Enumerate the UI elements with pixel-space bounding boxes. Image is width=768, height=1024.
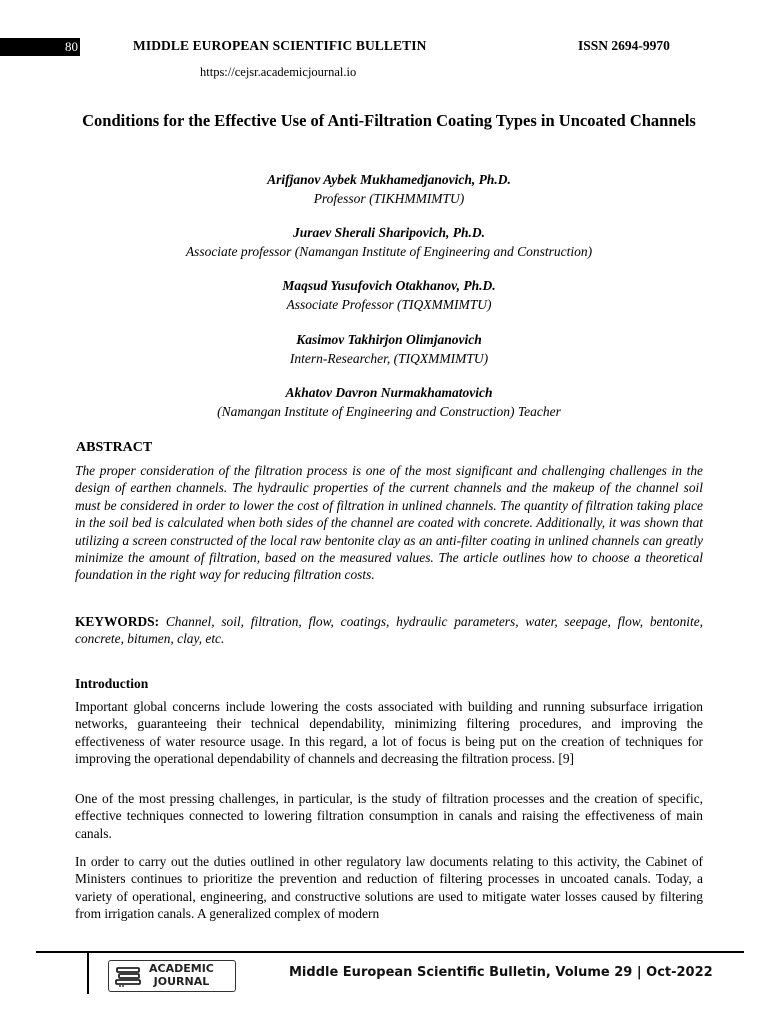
keywords-text: Channel, soil, filtration, flow, coatings, hydraulic parameters, water, seepage, flow, bentonite, concrete, bitumen, clay, etc.	[75, 614, 703, 647]
intro-paragraph-3: In order to carry out the duties outlined in other regulatory law documents relating to this activity, the Cabinet of Ministers continues to prioritize the prevention and reduction of filtering processes in uncoated canals. Today, a variety of operational, engineering, and constructive solutions are used to mitigate water losses caused by filtering from irrigation canals. A generalized complex of modern	[75, 854, 703, 922]
footer-citation: Middle European Scientific Bulletin, Volume 29 | Oct-2022	[289, 965, 713, 980]
author-affiliation: (Namangan Institute of Engineering and Construction) Teacher	[217, 404, 561, 419]
author-name: Maqsud Yusufovich Otakhanov, Ph.D.	[282, 278, 496, 293]
author-2	[76, 223, 702, 261]
paper-title: Conditions for the Effective Use of Anti-Filtration Coating Types in Uncoated Channels	[82, 111, 696, 130]
logo-line-2: JOURNAL	[153, 974, 210, 988]
keywords	[75, 613, 703, 648]
author-1	[76, 170, 702, 208]
intro-paragraph-1: Important global concerns include lowering the costs associated with building and running subsurface irrigation networks, guaranteeing their technical dependability, minimizing filtering procedures, and improving the effectiveness of water resource usage. In this regard, a lot of focus is being put on the creation of techniques for improving the operational dependability of channels and decreasing the filtration process. [9]	[75, 699, 703, 767]
intro-paragraph-2: One of the most pressing challenges, in particular, is the study of filtration processes and the creation of specific, effective techniques connected to lowering filtration consumption in canals and raising the effectiveness of main canals.	[75, 791, 703, 841]
page-number: 80	[0, 38, 80, 56]
author-affiliation: Professor (TIKHMMIMTU)	[313, 191, 465, 206]
author-name: Juraev Sherali Sharipovich, Ph.D.	[292, 225, 486, 240]
footer-divider	[36, 951, 744, 953]
author-name: Kasimov Takhirjon Olimjanovich	[296, 332, 482, 347]
logo-line-1: ACADEMIC	[149, 962, 214, 975]
author-4	[76, 330, 702, 368]
introduction-heading: Introduction	[75, 676, 149, 691]
footer-vertical-divider	[87, 952, 89, 994]
journal-url[interactable]: https://cejsr.academicjournal.io	[200, 65, 357, 79]
logo-text	[149, 963, 214, 988]
author-name: Arifjanov Aybek Mukhamedjanovich, Ph.D.	[267, 172, 511, 187]
book-stack-icon	[115, 965, 143, 992]
author-affiliation: Associate professor (Namangan Institute of Engineering and Construction)	[185, 244, 593, 259]
author-affiliation: Associate Professor (TIQXMMIMTU)	[286, 297, 492, 312]
abstract-heading: ABSTRACT	[76, 440, 153, 455]
journal-name: MIDDLE EUROPEAN SCIENTIFIC BULLETIN	[133, 38, 427, 53]
abstract-text: The proper consideration of the filtration process is one of the most significant and challenging challenges in the design of earthen channels. The hydraulic properties of the current channels and the makeup of the channel soil must be considered in order to lower the cost of filtration in unlined channels. The quantity of filtration taking place in the soil bed is calculated when both sides of the channel are coated with concrete. Additionally, it was shown that utilizing a screen constructed of the local raw bentonite clay as an anti-filter coating in unlined channels can greatly minimize the amount of filtration, based on the measured values. The article outlines how to choose a theoretical foundation in the right way for reducing filtration costs.	[75, 463, 703, 583]
academic-journal-logo	[108, 960, 236, 992]
author-5	[76, 383, 702, 421]
author-3	[76, 276, 702, 314]
issn: ISSN 2694-9970	[578, 38, 670, 53]
keywords-label: KEYWORDS:	[75, 614, 160, 629]
author-name: Akhatov Davron Nurmakhamatovich	[285, 385, 493, 400]
author-affiliation: Intern-Researcher, (TIQXMMIMTU)	[289, 351, 489, 366]
